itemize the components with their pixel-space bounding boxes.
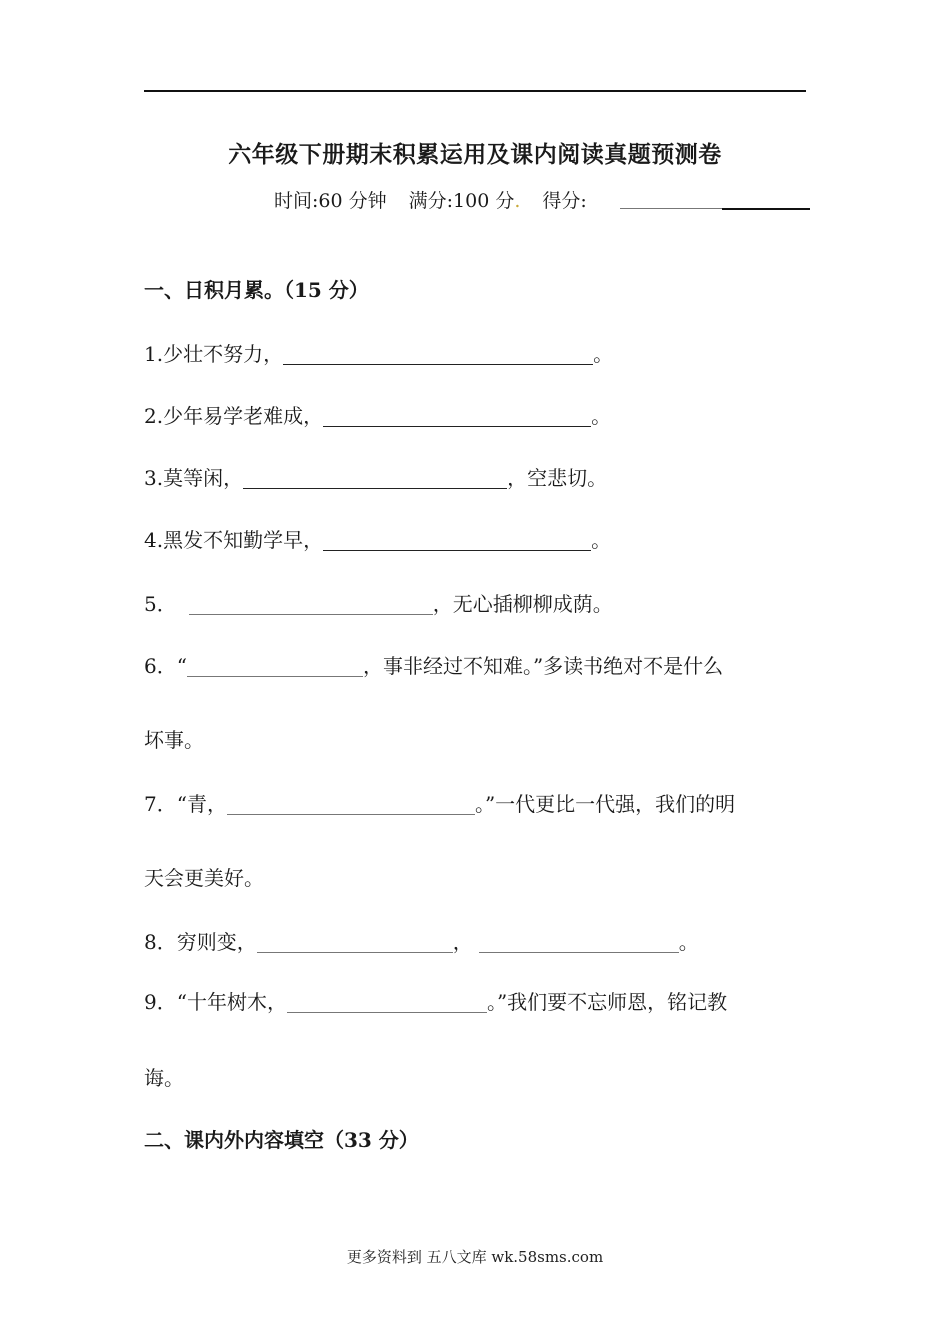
section-heading-1: 一、日积月累。（15 分） <box>144 278 369 302</box>
question-7: 7．“青， 。”一代更比一代强，我们的明 <box>144 792 736 816</box>
section-heading-2: 二、课内外内容填空（33 分） <box>144 1128 419 1152</box>
answer-blank-5[interactable] <box>189 594 433 615</box>
answer-blank-1[interactable] <box>283 344 593 365</box>
question-9-continued: 诲。 <box>144 1066 184 1090</box>
question-2: 2.少年易学老难成， 。 <box>144 404 612 428</box>
time-label: 时间:60 分钟 <box>274 190 387 212</box>
question-6: 6．“ ，事非经过不知难。”多读书绝对不是什么 <box>144 654 724 678</box>
answer-blank-7[interactable] <box>227 794 475 815</box>
question-9: 9．“十年树木， 。”我们要不忘师恩，铭记教 <box>144 990 728 1014</box>
question-5: 5． ，无心插柳柳成荫。 <box>144 592 613 616</box>
page-title: 六年级下册期末积累运用及课内阅读真题预测卷 <box>228 141 722 168</box>
header-rule <box>144 90 806 92</box>
answer-blank-4[interactable] <box>323 530 591 551</box>
question-4: 4.黑发不知勤学早， 。 <box>144 528 612 552</box>
question-8: 8．穷则变， ， 。 <box>144 930 699 954</box>
answer-blank-6[interactable] <box>187 656 363 677</box>
answer-blank-2[interactable] <box>323 406 591 427</box>
question-7-continued: 天会更美好。 <box>144 866 264 890</box>
exam-meta: 时间:60 分钟 满分:100 分. 得分: <box>274 190 587 212</box>
answer-blank-3[interactable] <box>243 468 507 489</box>
question-3: 3.莫等闲， ，空悲切。 <box>144 466 608 490</box>
footer-source: 更多资料到 五八文库 wk.58sms.com <box>346 1248 604 1266</box>
full-score-label: 满分:100 分 <box>408 190 515 212</box>
question-6-continued: 坏事。 <box>144 728 204 752</box>
answer-blank-9[interactable] <box>287 992 487 1013</box>
question-1: 1.少壮不努力， 。 <box>144 342 614 366</box>
score-blank-underline <box>722 208 810 210</box>
answer-blank-8b[interactable] <box>479 932 679 953</box>
answer-blank-8a[interactable] <box>257 932 453 953</box>
score-label: 得分: <box>542 190 587 212</box>
